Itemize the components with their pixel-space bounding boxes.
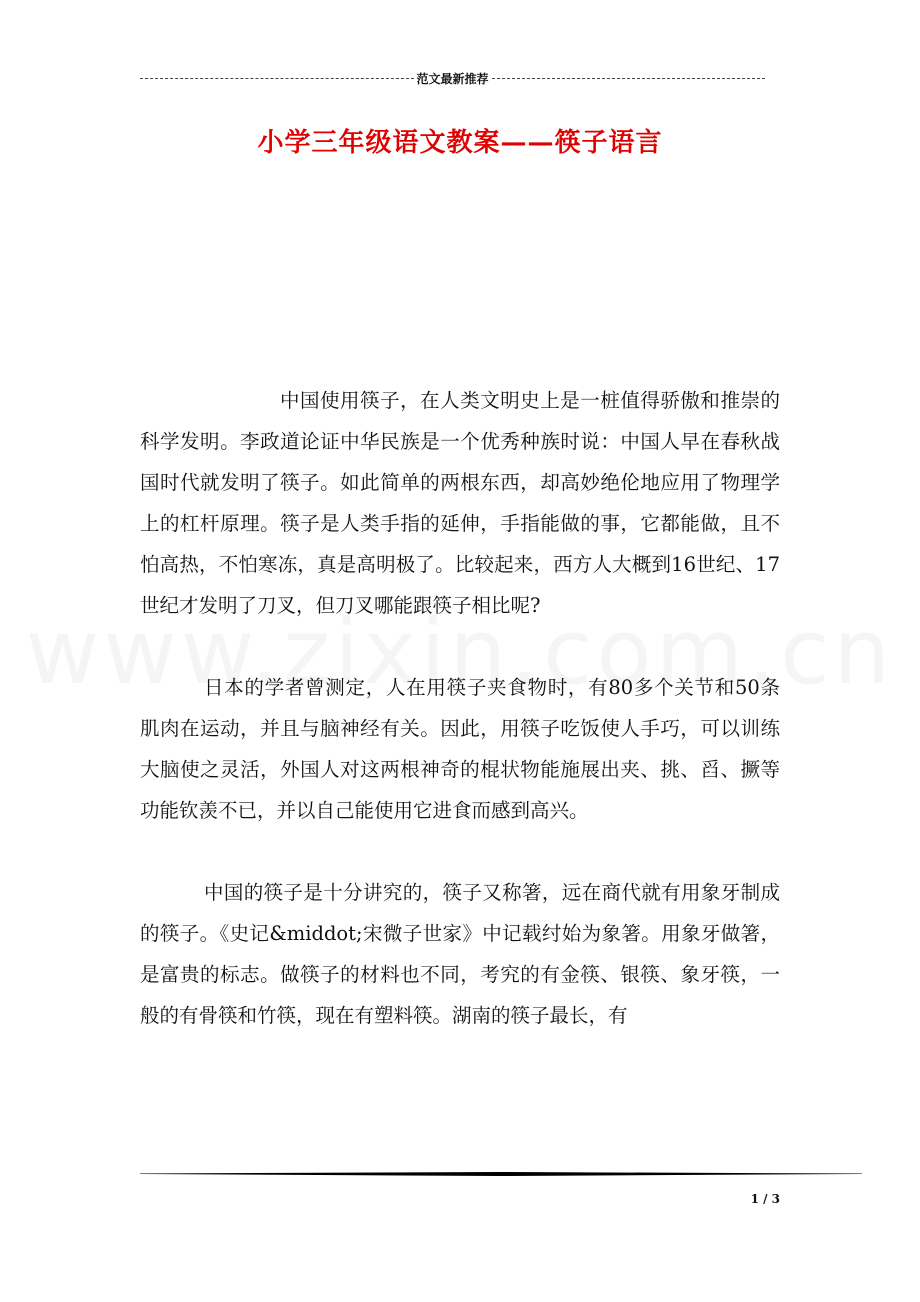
- page-number: 1 / 3: [750, 1192, 780, 1206]
- paragraph-2: 日本的学者曾测定，人在用筷子夹食物时，有80多个关节和50条肌肉在运动，并且与脑神经有关。因此，用筷子吃饭使人手巧，可以训练大脑使之灵活，外国人对这两根神奇的棍状物能施展出夹、挑、舀、撅等功能钦羡不已，并以自己能使用它进食而感到高兴。: [140, 676, 780, 822]
- header-dash-left: [140, 78, 414, 79]
- document-body: [140, 380, 780, 1036]
- paragraph-1: 中国使用筷子，在人类文明史上是一桩值得骄傲和推崇的科学发明。李政道论证中华民族是一个优秀种族时说：中国人早在春秋战国时代就发明了筷子。如此简单的两根东西，却高妙绝伦地应用了物理学上的杠杆原理。筷子是人类手指的延伸，手指能做的事，它都能做，且不怕高热，不怕寒冻，真是高明极了。比较起来，西方人大概到16世纪、17世纪才发明了刀叉，但刀叉哪能跟筷子相比呢?: [140, 389, 780, 617]
- paragraph-3: 中国的筷子是十分讲究的，筷子又称箸，远在商代就有用象牙制成的筷子。《史记&middot;宋微子世家》中记载纣始为象箸。用象牙做箸，是富贵的标志。做筷子的材料也不同，考究的有金筷、银筷、象牙筷，一般的有骨筷和竹筷，现在有塑料筷。湖南的筷子最长，有: [140, 881, 780, 1027]
- page-header: [140, 68, 765, 88]
- header-text: 范文最新推荐: [416, 71, 489, 86]
- document-title: 小学三年级语文教案——筷子语言: [257, 128, 663, 158]
- header-dash-right: [492, 78, 766, 79]
- footer-rule: [140, 1172, 862, 1176]
